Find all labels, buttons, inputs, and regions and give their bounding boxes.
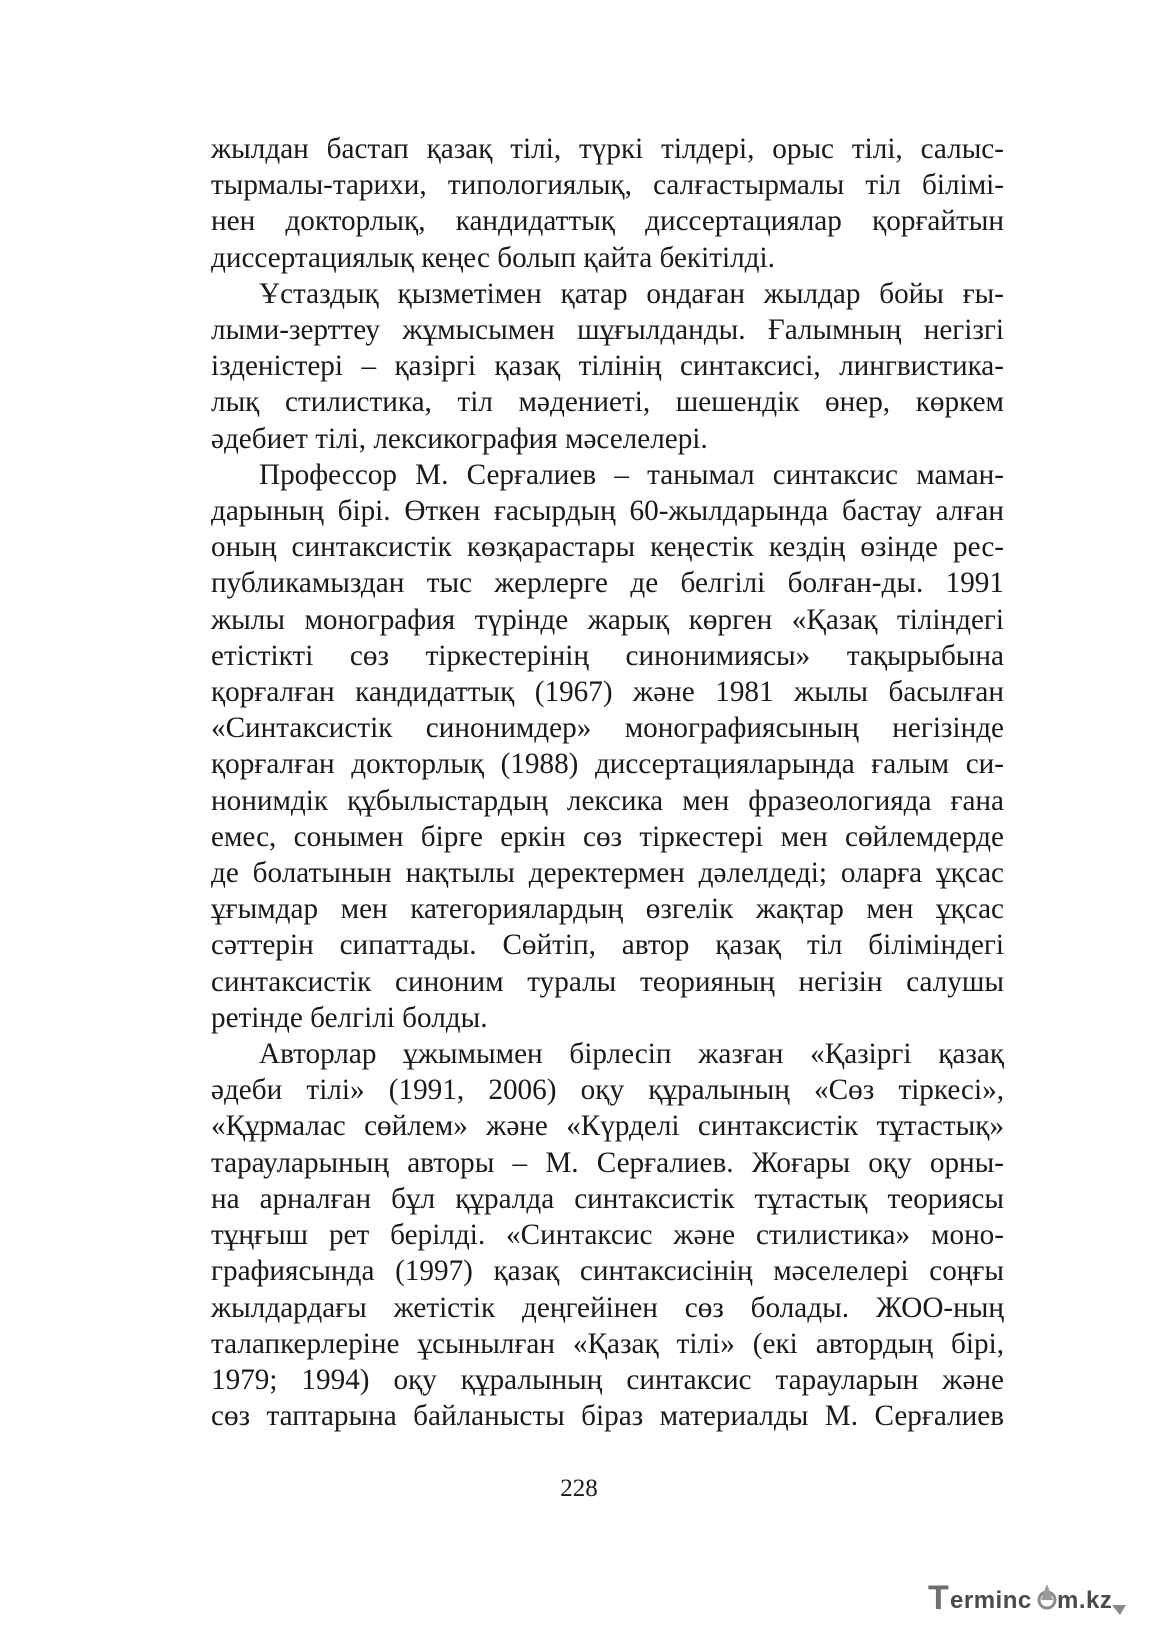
text-line: сөз таптарына байланысты біраз материалды М. Серғалиев	[211, 1400, 1004, 1433]
text-line: лық стилистика, тіл мәдениеті, шешендік өнер, көркем	[211, 386, 1004, 419]
text-line: синтаксистік синоним туралы теорияның негізін салушы	[211, 965, 1004, 998]
paragraph	[211, 457, 1004, 1036]
text-line: лыми-зерттеу жұмысымен шұғылданды. Ғалымның негізгі	[211, 314, 1004, 347]
text-line: жылы монография түрінде жарық көрген «Қазақ тіліндегі	[211, 603, 1004, 636]
text-line: де болатынын нақтылы деректермен дәлелдеді; оларға ұқсас	[211, 857, 1004, 890]
text-line: тұңғыш рет берілді. «Синтаксис және стилистика» моно-	[211, 1219, 1004, 1252]
text-line: талапкерлеріне ұсынылған «Қазақ тілі» (екі автордың бірі,	[211, 1327, 1004, 1360]
paragraph	[211, 131, 1004, 276]
text-line: Авторлар ұжымымен бірлесіп жазған «Қазіргі қазақ	[259, 1038, 1004, 1071]
page-body	[211, 131, 1004, 1434]
text-line: жылдан бастап қазақ тілі, түркі тілдері, орыс тілі, салыс-	[211, 133, 1004, 165]
svg-text:erminc: erminc	[950, 1587, 1032, 1614]
svg-text:m.kz: m.kz	[1057, 1587, 1113, 1614]
text-line: Профессор М. Серғалиев – танымал синтаксис маман-	[259, 458, 1004, 491]
text-line: тарауларының авторы – М. Серғалиев. Жоғары оқу орны-	[211, 1146, 1004, 1179]
text-line: публикамыздан тыс жерлерге де белгілі болған-ды. 1991	[211, 567, 1004, 600]
text-line: дарының бірі. Өткен ғасырдың 60-жылдарында бастау алған	[211, 495, 1004, 528]
text-line: на арналған бұл құралда синтаксистік тұтастық теориясы	[211, 1182, 1004, 1215]
text-line: етістікті сөз тіркестерінің синонимиясы» тақырыбына	[211, 639, 1004, 672]
paragraph	[211, 1036, 1004, 1434]
svg-text:T: T	[928, 1579, 950, 1617]
text-line: әдебиет тілі, лексикография мәселелері.	[211, 422, 708, 455]
text-line: сәттерін сипаттады. Сөйтіп, автор қазақ тіл біліміндегі	[211, 929, 1004, 962]
text-line: «Синтаксистік синонимдер» монографиясының негізінде	[211, 712, 1004, 745]
text-line: жылдардағы жетістік деңгейінен сөз болады. ЖОО-ның	[211, 1291, 1004, 1324]
text-line: нонимдік құбылыстардың лексика мен фразеологияда ғана	[211, 784, 1004, 817]
paragraph	[211, 276, 1004, 457]
termincom-logo-icon	[926, 1575, 1136, 1619]
text-line: қорғалған кандидаттық (1967) және 1981 жылы басылған	[211, 676, 1004, 709]
text-line: нен докторлық, кандидаттық диссертациялар қорғайтын	[211, 205, 1004, 238]
text-line: тырмалы-тарихи, типологиялық, салғастырмалы тіл білімі-	[211, 169, 1004, 202]
text-line: диссертациялық кеңес болып қайта бекітілді.	[211, 241, 775, 274]
text-line: әдеби тілі» (1991, 2006) оқу құралының «Сөз тіркесі»,	[211, 1074, 1004, 1107]
text-line: емес, сонымен бірге еркін сөз тіркестері мен сөйлемдерде	[211, 820, 1004, 853]
text-line: оның синтаксистік көзқарастары кеңестік кездің өзінде рес-	[211, 531, 1004, 564]
text-line: қорғалған докторлық (1988) диссертацияларында ғалым си-	[211, 748, 1004, 781]
text-line: ұғымдар мен категориялардың өзгелік жақтар мен ұқсас	[211, 893, 1004, 926]
text-line: графиясында (1997) қазақ синтаксисінің мәселелері соңғы	[211, 1255, 1004, 1288]
text-line: 1979; 1994) оқу құралының синтаксис тарауларын және	[211, 1363, 1004, 1396]
text-line: ізденістері – қазіргі қазақ тілінің синтаксисі, лингвистика-	[211, 350, 1004, 383]
text-line: Ұстаздық қызметімен қатар ондаған жылдар бойы ғы-	[259, 277, 1004, 310]
text-line: ретінде белгілі болды.	[211, 1001, 488, 1034]
text-line: «Құрмалас сөйлем» және «Күрделі синтаксистік тұтастық»	[211, 1110, 1004, 1143]
page-number: 228	[560, 1475, 598, 1502]
watermark-logo	[926, 1577, 1136, 1617]
